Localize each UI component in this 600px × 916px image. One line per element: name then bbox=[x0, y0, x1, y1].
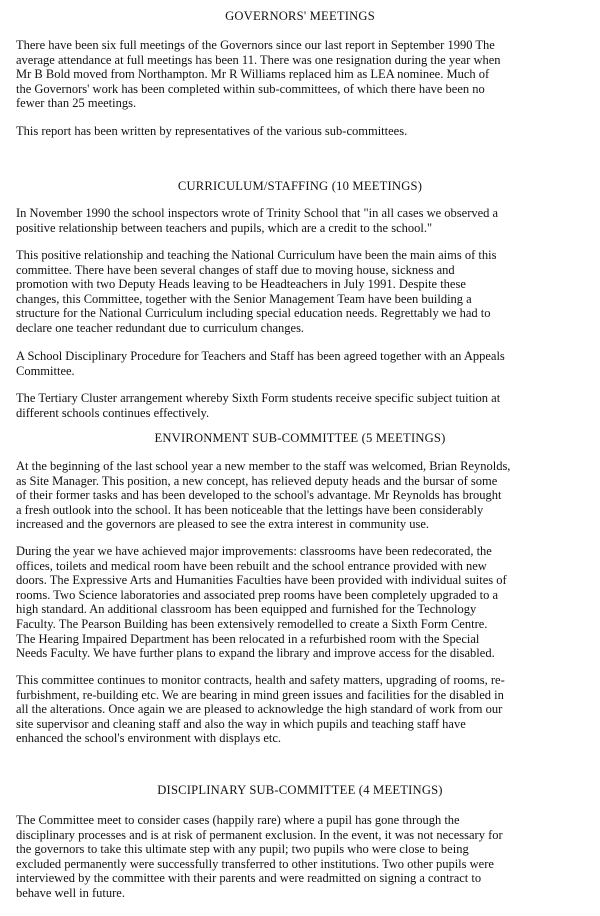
text-line: Faculty. The Pearson Building has been extensively remodelled to create a Sixth Form Centre. bbox=[16, 616, 488, 631]
text-line: positive relationship between teachers and pupils, which are a credit to the school." bbox=[16, 220, 433, 235]
text-line: changes, this Committee, together with the Senior Management Team have been building a bbox=[16, 291, 472, 306]
text-line: rooms. Two Science laboratories and associated prep rooms have been completely upgraded to a bbox=[16, 587, 499, 602]
environment-paragraph-2 bbox=[16, 544, 588, 661]
curriculum-paragraph-3 bbox=[16, 349, 588, 378]
environment-paragraph-1 bbox=[16, 459, 588, 532]
text-line: During the year we have achieved major improvements: classrooms have been redecorated, the bbox=[16, 544, 492, 558]
text-line: the governors to take this ultimate step with any pupil; two pupils who were close to being bbox=[16, 842, 469, 857]
text-line: At the beginning of the last school year a new member to the staff was welcomed, Brian Reynolds, bbox=[16, 459, 511, 473]
text-line: promotion with two Deputy Heads leaving to be Headteachers in July 1991. Despite these bbox=[16, 277, 466, 292]
text-line: A School Disciplinary Procedure for Teachers and Staff has been agreed together with an Appeals bbox=[16, 349, 505, 363]
text-line: This committee continues to monitor contracts, health and safety matters, upgrading of rooms, re- bbox=[16, 673, 505, 687]
curriculum-paragraph-4 bbox=[16, 391, 588, 420]
text-line: structure for the National Curriculum including special education needs. Regrettably we had to bbox=[16, 306, 491, 321]
text-line: excluded permanently were successfully transferred to other institutions. Two other pupils were bbox=[16, 856, 494, 871]
text-line: different schools continues effectively. bbox=[16, 405, 210, 420]
governors-heading: GOVERNORS' MEETINGS bbox=[225, 9, 375, 23]
text-line: The Committee meet to consider cases (happily rare) where a pupil has gone through the bbox=[16, 813, 460, 827]
text-line: interviewed by the committee with their parents and were readmitted on signing a contract to bbox=[16, 871, 482, 886]
curriculum-paragraph-2 bbox=[16, 248, 588, 336]
text-line: as Site Manager. This position, a new concept, has relieved deputy heads and the bursar of some bbox=[16, 473, 498, 488]
text-line: furbishment, re-building etc. We are bearing in mind green issues and facilities for the disabled in bbox=[16, 687, 504, 702]
text-line: site supervisor and cleaning staff and also the way in which pupils and teaching staff have bbox=[16, 716, 466, 731]
curriculum-paragraph-1 bbox=[16, 206, 588, 235]
text-line: The Hearing Impaired Department has been relocated in a refurbished room with the Special bbox=[16, 631, 480, 646]
text-line: This report has been written by representatives of the various sub-committees. bbox=[16, 124, 408, 138]
text-line: Mr B Bold moved from Northampton. Mr R Williams replaced him as LEA nominee. Much of bbox=[16, 67, 490, 82]
text-line: increased and the governors are pleased to see the extra interest in community use. bbox=[16, 517, 430, 532]
text-line: doors. The Expressive Arts and Humanities Faculties have been provided with individual suites of bbox=[16, 573, 507, 588]
curriculum-heading: CURRICULUM/STAFFING (10 MEETINGS) bbox=[177, 179, 423, 193]
text-line: all the alterations. Once again we are pleased to acknowledge the high standard of work from our bbox=[16, 702, 503, 717]
text-line: This positive relationship and teaching the National Curriculum have been the main aims of this bbox=[16, 248, 497, 262]
text-line: Needs Faculty. We have further plans to expand the library and improve access for the disabled. bbox=[16, 646, 495, 661]
text-line: a fresh outlook into the school. It has been noticeable that the lettings have been considerably bbox=[16, 502, 484, 517]
text-line: average attendance at full meetings has been 11. There was one resignation during the year when bbox=[16, 52, 501, 67]
text-line: high standard. An additional classroom has been equipped and furnished for the Technology bbox=[16, 602, 477, 617]
text-line: committee. There have been several changes of staff due to moving house, sickness and bbox=[16, 262, 455, 277]
environment-paragraph-3 bbox=[16, 673, 588, 746]
text-line: fewer than 25 meetings. bbox=[16, 96, 137, 111]
text-line: enhanced the school's environment with displays etc. bbox=[16, 731, 282, 746]
text-line: There have been six full meetings of the Governors since our last report in September 1990 The bbox=[16, 38, 495, 52]
governors-paragraph-2 bbox=[16, 124, 588, 139]
disciplinary-heading: DISCIPLINARY SUB-COMMITTEE (4 MEETINGS) bbox=[157, 783, 443, 797]
text-line: the Governors' work has been completed within sub-committees, of which there have been no bbox=[16, 81, 485, 96]
environment-heading: ENVIRONMENT SUB-COMMITTEE (5 MEETINGS) bbox=[154, 431, 446, 445]
text-line: behave well in future. bbox=[16, 885, 125, 900]
text-line: declare one teacher redundant due to curriculum changes. bbox=[16, 320, 305, 335]
text-line: The Tertiary Cluster arrangement whereby Sixth Form students receive specific subject tuition at bbox=[16, 391, 501, 405]
disciplinary-paragraph-1 bbox=[16, 813, 588, 901]
text-line: In November 1990 the school inspectors wrote of Trinity School that "in all cases we observed a bbox=[16, 206, 499, 220]
text-line: of their former tasks and has been developed to the school's advantage. Mr Reynolds has brought bbox=[16, 488, 502, 503]
text-line: offices, toilets and medical room have been rebuilt and the school entrance provided with new bbox=[16, 558, 487, 573]
text-line: Committee. bbox=[16, 363, 75, 378]
governors-paragraph-1 bbox=[16, 38, 588, 111]
text-line: disciplinary processes and is at risk of permanent exclusion. In the event, it was not necessary for bbox=[16, 827, 503, 842]
